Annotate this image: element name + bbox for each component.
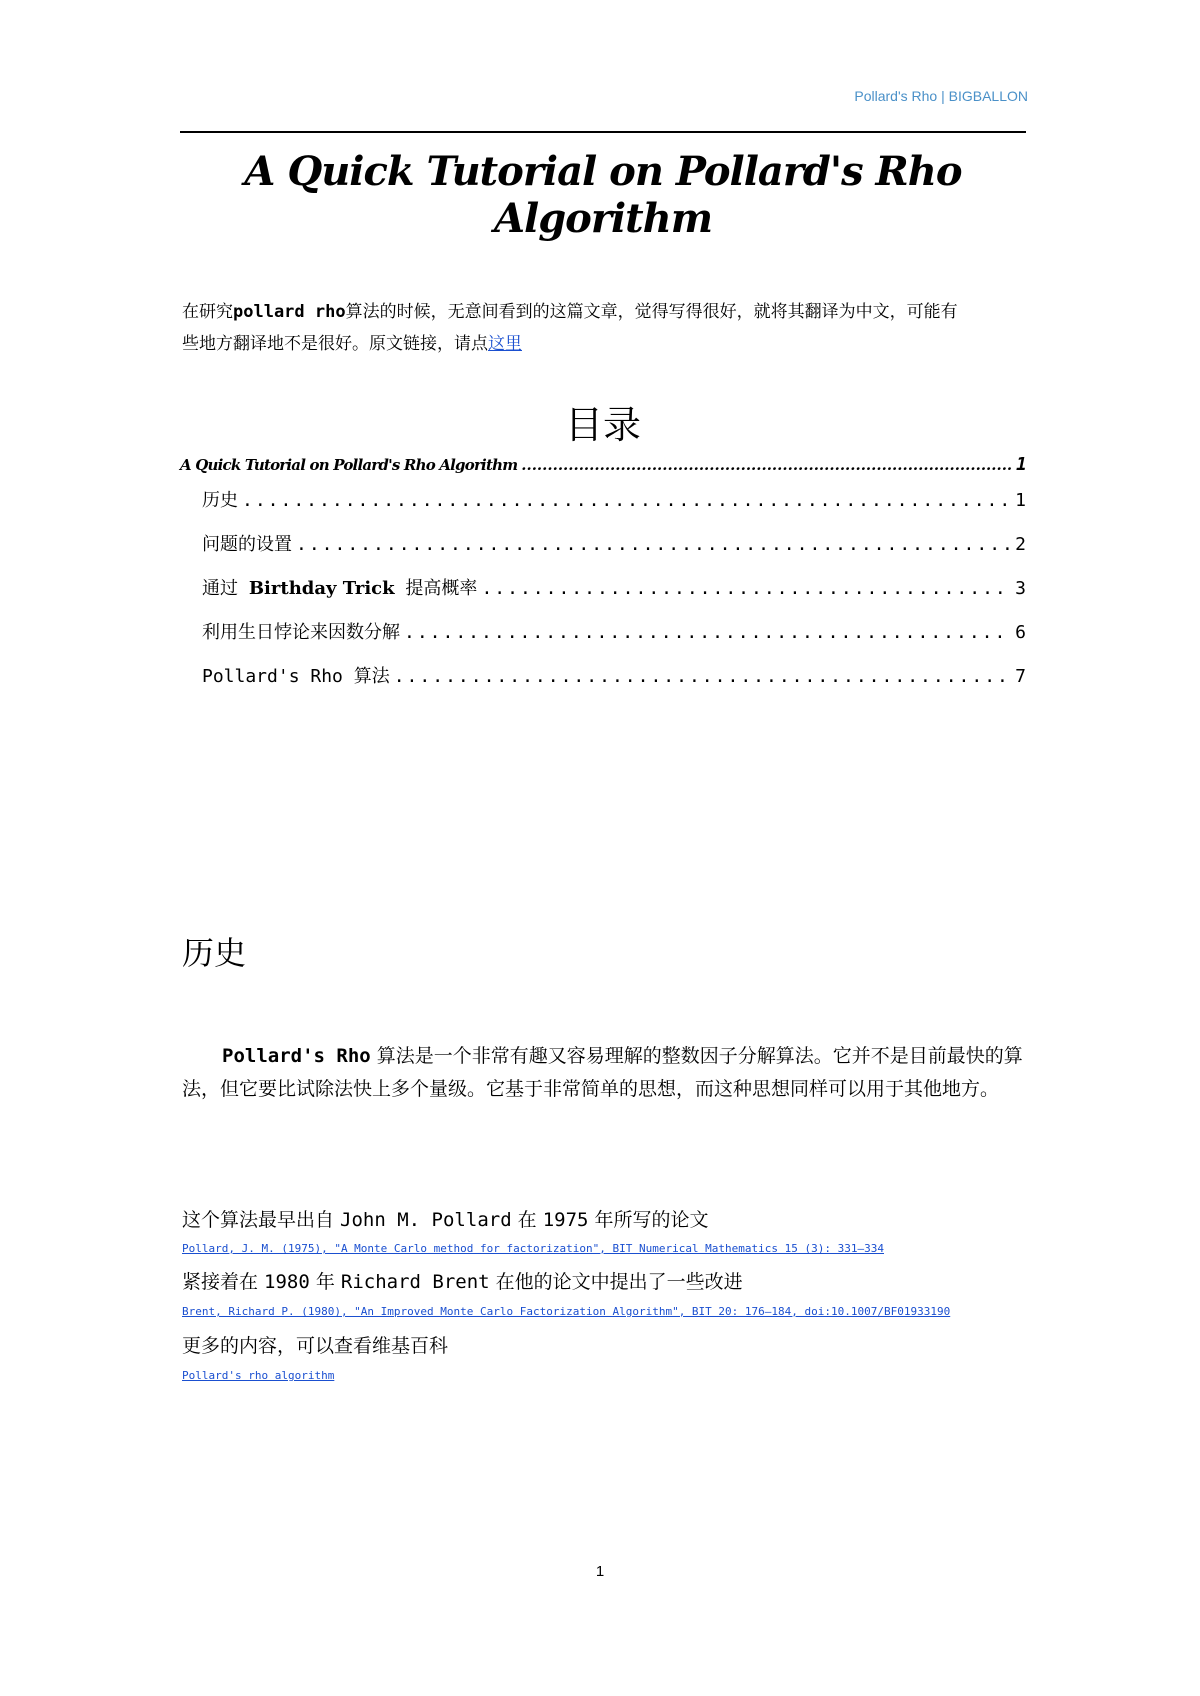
history-paragraph xyxy=(182,1040,1024,1106)
ref1-year: 1975 xyxy=(542,1209,589,1231)
toc-leader xyxy=(394,666,1011,687)
toc-entry-page: 2 xyxy=(1015,534,1026,555)
reference-intro-1 xyxy=(182,1205,709,1232)
ref2-mid: 年 xyxy=(309,1271,341,1293)
toc-entry-page: 1 xyxy=(1015,454,1026,475)
history-code: Pollard's Rho xyxy=(222,1045,371,1067)
toc-leader xyxy=(521,456,1012,474)
toc-entry-label: 利用生日悖论来因数分解 xyxy=(202,622,400,643)
header-divider xyxy=(180,131,1026,133)
toc-entry-label: 历史 xyxy=(202,490,238,511)
reference-link-wikipedia[interactable]: Pollard's rho algorithm xyxy=(182,1369,335,1382)
toc-leader xyxy=(481,578,1011,599)
toc-entry[interactable] xyxy=(180,530,1026,556)
toc-label-pre: 通过 xyxy=(202,578,249,599)
intro-text-1: 在研究 xyxy=(182,302,233,322)
ref1-name: John M. Pollard xyxy=(340,1209,512,1231)
toc-heading: 目录 xyxy=(564,403,641,447)
section-heading-history: 历史 xyxy=(182,934,247,972)
toc-leader xyxy=(404,622,1011,643)
toc-entry-label: A Quick Tutorial on Pollard's Rho Algorithm xyxy=(180,456,518,474)
toc-entry-page: 1 xyxy=(1015,490,1026,511)
toc-entry-page: 3 xyxy=(1015,578,1026,599)
toc-entry[interactable] xyxy=(180,662,1026,688)
toc-entry-page: 7 xyxy=(1015,666,1026,687)
ref1-mid: 在 xyxy=(511,1209,543,1231)
toc-entry-page: 6 xyxy=(1015,622,1026,643)
intro-text-2: 算法的时候，无意间看到的这篇文章，觉得写得很好，就将其翻译为中文，可能有 xyxy=(345,302,958,322)
toc-label-post: 提高概率 xyxy=(394,578,478,599)
page-number: 1 xyxy=(595,1563,605,1580)
original-article-link[interactable]: 这里 xyxy=(488,334,522,354)
ref2-year: 1980 xyxy=(264,1271,310,1293)
ref2-post: 在他的论文中提出了一些改进 xyxy=(489,1271,743,1293)
ref1-post: 年所写的论文 xyxy=(588,1209,709,1231)
reference-intro-2 xyxy=(182,1267,743,1294)
toc-entry-label: Pollard's Rho 算法 xyxy=(202,666,390,687)
reference-link-brent[interactable]: Brent, Richard P. (1980), "An Improved Monte Carlo Factorization Algorithm", BIT 20: 176–184, doi:10.1007/BF01933190 xyxy=(182,1305,951,1318)
running-header: Pollard's Rho | BIGBALLON xyxy=(854,88,1028,104)
toc-entry[interactable] xyxy=(180,574,1026,600)
intro-code: pollard rho xyxy=(233,302,346,322)
toc-leader xyxy=(296,534,1011,555)
toc-leader xyxy=(242,490,1011,511)
toc-entry[interactable] xyxy=(180,454,1026,475)
toc-entry-label xyxy=(202,574,477,600)
toc-label-bold: Birthday Trick xyxy=(248,578,395,599)
ref2-pre: 紧接着在 xyxy=(182,1271,265,1293)
ref2-name: Richard Brent xyxy=(340,1271,490,1293)
reference-intro-3: 更多的内容，可以查看维基百科 xyxy=(182,1335,449,1357)
toc-entry[interactable] xyxy=(180,486,1026,512)
document-title: A Quick Tutorial on Pollard's Rho Algorithm xyxy=(244,148,962,242)
toc-entry-label: 问题的设置 xyxy=(202,534,292,555)
ref1-pre: 这个算法最早出自 xyxy=(182,1209,341,1231)
intro-paragraph xyxy=(182,296,1022,360)
reference-link-pollard[interactable]: Pollard, J. M. (1975), "A Monte Carlo method for factorization", BIT Numerical Mathematics 15 (3): 331–334 xyxy=(182,1242,884,1255)
toc-entry[interactable] xyxy=(180,618,1026,644)
history-text: 算法是一个非常有趣又容易理解的整数因子分解算法。它并不是目前最快的算法，但它要比试除法快上多个量级。它基于非常简单的思想，而这种思想同样可以用于其他地方。 xyxy=(182,1045,1023,1100)
intro-text-3: 些地方翻译地不是很好。原文链接，请点 xyxy=(182,334,488,354)
